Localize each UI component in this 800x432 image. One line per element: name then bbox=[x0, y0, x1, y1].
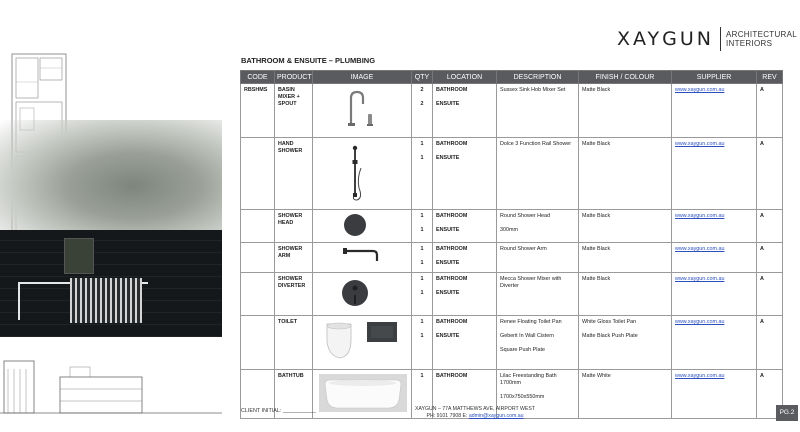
cell-rev: A bbox=[757, 273, 783, 316]
cell-code bbox=[241, 243, 275, 273]
cell-location: BATHROOM ENSUITE bbox=[433, 210, 497, 243]
cell-location: BATHROOM ENSUITE bbox=[433, 84, 497, 138]
supplier-link[interactable]: www.xaygun.com.au bbox=[675, 213, 725, 219]
brand-logo bbox=[617, 26, 797, 52]
client-initial-field: CLIENT INITIAL: ___________ bbox=[241, 408, 316, 414]
cell-rev: A bbox=[757, 243, 783, 273]
cell-qty: 1 1 bbox=[412, 273, 433, 316]
cell-finish: Matte White bbox=[579, 370, 672, 419]
cell-finish: Matte Black bbox=[579, 210, 672, 243]
page-number: PG.2 bbox=[776, 405, 798, 421]
cell-description: Round Shower Head 300mm bbox=[497, 210, 579, 243]
cell-description: Renee Floating Toilet Pan Geberit In Wall Cistern Square Push Plate bbox=[497, 316, 579, 370]
cell-finish: Matte Black bbox=[579, 84, 672, 138]
cell-supplier bbox=[672, 370, 757, 419]
cell-product: BASIN MIXER + SPOUT bbox=[275, 84, 313, 138]
cell-qty: 1 1 bbox=[412, 210, 433, 243]
cell-product: SHOWER ARM bbox=[275, 243, 313, 273]
cell-code bbox=[241, 273, 275, 316]
col-header-supplier: SUPPLIER bbox=[672, 71, 757, 84]
cell-qty: 1 1 bbox=[412, 243, 433, 273]
table-row bbox=[241, 243, 783, 273]
supplier-link[interactable]: www.xaygun.com.au bbox=[675, 87, 725, 93]
table-row bbox=[241, 84, 783, 138]
brand-tagline: ARCHITECTURAL INTERIORS bbox=[726, 30, 798, 48]
cell-supplier bbox=[672, 138, 757, 210]
brand-name: XAYGUN bbox=[617, 28, 714, 50]
supplier-link[interactable]: www.xaygun.com.au bbox=[675, 141, 725, 147]
table-header-row bbox=[241, 71, 783, 84]
cell-description: Lilac Freestanding Bath 1700mm 1700x750x550mm bbox=[497, 370, 579, 419]
sheet-title: BATHROOM & ENSUITE – PLUMBING bbox=[241, 56, 376, 65]
cell-location: BATHROOM ENSUITE bbox=[433, 138, 497, 210]
cell-product: SHOWER DIVERTER bbox=[275, 273, 313, 316]
col-header-qty: QTY bbox=[412, 71, 433, 84]
company-address: XAYGUN – 77A MATTHEWS AVE, AIRPORT WEST PH: 9101 7908 E: admin@xaygun.com.au bbox=[414, 406, 535, 419]
cell-product: SHOWER HEAD bbox=[275, 210, 313, 243]
cell-rev: A bbox=[757, 138, 783, 210]
cell-product: TOILET bbox=[275, 316, 313, 370]
product-image-shower-diverter bbox=[313, 273, 412, 316]
cell-product: HAND SHOWER bbox=[275, 138, 313, 210]
product-image-toilet bbox=[313, 316, 412, 370]
cell-rev: A bbox=[757, 316, 783, 370]
cell-rev: A bbox=[757, 370, 783, 419]
project-image-collage bbox=[0, 0, 222, 432]
cell-finish: Matte Black bbox=[579, 138, 672, 210]
product-image-shower-arm bbox=[313, 243, 412, 273]
misty-landscape bbox=[0, 120, 222, 230]
cell-location: BATHROOM ENSUITE bbox=[433, 243, 497, 273]
product-image-hand-shower bbox=[313, 138, 412, 210]
col-header-finish: FINISH / COLOUR bbox=[579, 71, 672, 84]
plumbing-schedule-table bbox=[240, 70, 783, 419]
table-row bbox=[241, 138, 783, 210]
col-header-rev: REV bbox=[757, 71, 783, 84]
cell-finish: Matte Black bbox=[579, 243, 672, 273]
cell-rev: A bbox=[757, 210, 783, 243]
cell-supplier bbox=[672, 84, 757, 138]
section-drawing bbox=[0, 337, 222, 432]
cell-code bbox=[241, 316, 275, 370]
cell-finish: White Gloss Toilet Pan Matte Black Push Plate bbox=[579, 316, 672, 370]
cell-qty: 1 bbox=[412, 370, 433, 419]
cell-description: Dolce 3 Function Rail Shower bbox=[497, 138, 579, 210]
col-header-image: IMAGE bbox=[313, 71, 412, 84]
table-row bbox=[241, 316, 783, 370]
product-image-bathtub bbox=[313, 370, 412, 419]
cell-code: RBSHMS bbox=[241, 84, 275, 138]
col-header-product: PRODUCT bbox=[275, 71, 313, 84]
table-row bbox=[241, 273, 783, 316]
cell-location: BATHROOM ENSUITE bbox=[433, 316, 497, 370]
cell-product: BATHTUB bbox=[275, 370, 313, 419]
cell-rev: A bbox=[757, 84, 783, 138]
cell-code bbox=[241, 138, 275, 210]
supplier-link[interactable]: www.xaygun.com.au bbox=[675, 246, 725, 252]
cell-description: Round Shower Arm bbox=[497, 243, 579, 273]
table-row bbox=[241, 210, 783, 243]
cell-qty: 1 1 bbox=[412, 316, 433, 370]
cell-finish: Matte Black bbox=[579, 273, 672, 316]
supplier-link[interactable]: www.xaygun.com.au bbox=[675, 373, 725, 379]
email-link[interactable]: admin@xaygun.com.au bbox=[468, 413, 524, 419]
col-header-location: LOCATION bbox=[433, 71, 497, 84]
facade-photo bbox=[0, 230, 222, 337]
cell-supplier bbox=[672, 273, 757, 316]
cell-qty: 2 2 bbox=[412, 84, 433, 138]
supplier-link[interactable]: www.xaygun.com.au bbox=[675, 319, 725, 325]
cell-qty: 1 1 bbox=[412, 138, 433, 210]
cell-supplier bbox=[672, 316, 757, 370]
col-header-description: DESCRIPTION bbox=[497, 71, 579, 84]
product-image-shower-head bbox=[313, 210, 412, 243]
cell-location: BATHROOM bbox=[433, 370, 497, 419]
cell-code bbox=[241, 210, 275, 243]
cell-description: Mecca Shower Mixer with Diverter bbox=[497, 273, 579, 316]
cell-description: Sussex Sink Hob Mixer Set bbox=[497, 84, 579, 138]
product-image-basin-mixer bbox=[313, 84, 412, 138]
cell-supplier bbox=[672, 243, 757, 273]
supplier-link[interactable]: www.xaygun.com.au bbox=[675, 276, 725, 282]
cell-supplier bbox=[672, 210, 757, 243]
col-header-code: CODE bbox=[241, 71, 275, 84]
cell-location: BATHROOM ENSUITE bbox=[433, 273, 497, 316]
